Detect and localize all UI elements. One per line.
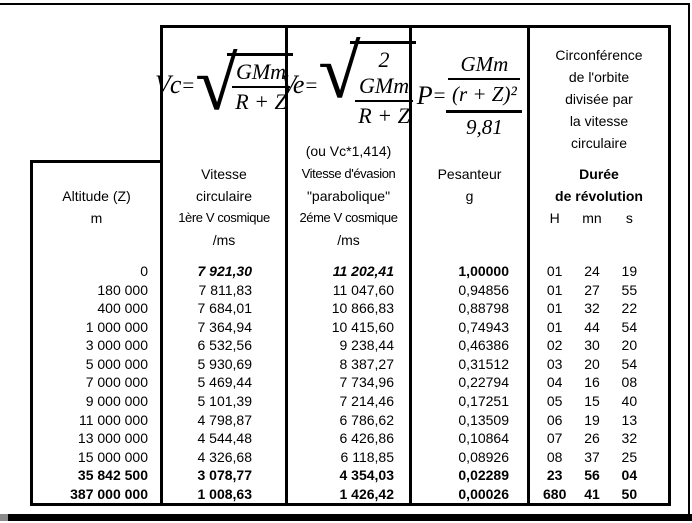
altitude-data <box>33 262 160 503</box>
time-part: 01 <box>546 281 563 298</box>
table-cell: 6 426,86 <box>339 430 394 447</box>
time-part: 26 <box>584 430 600 447</box>
table-cell: 13 000 000 <box>77 430 148 447</box>
time-part: 19 <box>584 411 600 428</box>
duree-title-line: de révolution <box>555 188 643 204</box>
p-header-line: Pesanteur <box>437 166 502 182</box>
circ-line: circulaire <box>570 135 627 151</box>
table-cell: 10 866,83 <box>331 300 394 317</box>
vc-header-line: circulaire <box>195 188 252 204</box>
time-part: 32 <box>584 300 600 317</box>
table-cell: 11 047,60 <box>332 281 394 298</box>
time-part: 08 <box>621 374 638 391</box>
time-part: 20 <box>584 355 600 372</box>
p-inner-numerator: GMm <box>448 52 520 80</box>
table-cell: 6 786,62 <box>339 411 394 428</box>
time-part: 55 <box>621 281 638 298</box>
vc-formula <box>154 28 287 163</box>
table-cell: 1 426,42 <box>339 485 394 502</box>
table-cell: 0 <box>140 263 148 280</box>
ve-formula-body <box>280 28 410 142</box>
table-cell-time <box>530 299 668 318</box>
table-cell: 8 387,27 <box>339 355 394 372</box>
circumference-note <box>530 28 668 163</box>
table-cell: 0,00026 <box>458 485 509 502</box>
vc-header <box>163 163 285 262</box>
table-cell: 7 811,83 <box>198 281 252 298</box>
p-fraction <box>446 52 522 140</box>
col-vitesse-circulaire <box>154 28 288 503</box>
table-cell-time <box>530 484 668 503</box>
table-cell: 3 078,77 <box>197 467 252 484</box>
time-part: 27 <box>584 281 600 298</box>
table-cell: 0,74943 <box>458 318 509 335</box>
time-part: 50 <box>621 485 638 502</box>
ve-sqrt <box>318 30 416 129</box>
time-part: 05 <box>546 392 563 409</box>
vc-data <box>163 262 285 503</box>
col-vitesse-evasion <box>280 28 412 503</box>
circ-line: divisée par <box>565 91 633 107</box>
time-part: 24 <box>584 263 600 280</box>
table-cell: 7 214,46 <box>339 392 394 409</box>
time-part: 01 <box>546 318 563 335</box>
table-cell: 4 326,68 <box>197 448 252 465</box>
altitude-title: Altitude (Z) <box>62 188 131 204</box>
table-cell: 4 354,03 <box>339 467 394 484</box>
bottom-bar-notch <box>0 514 8 521</box>
time-part: 23 <box>546 467 563 484</box>
vc-sqrt <box>195 42 293 127</box>
time-part: 37 <box>584 448 600 465</box>
table-cell: 10 415,60 <box>331 318 394 335</box>
table-cell: 0,17251 <box>458 392 509 409</box>
p-inner-denominator: (r + Z)² <box>451 81 517 106</box>
table-cell: 4 544,48 <box>197 430 252 447</box>
time-part: 04 <box>546 374 563 391</box>
time-part: 07 <box>546 430 563 447</box>
ve-header-line: "parabolique" <box>306 188 391 204</box>
ve-header-line: /ms <box>337 232 360 248</box>
table-cell: 3 000 000 <box>85 337 148 354</box>
table-cell-time <box>530 318 668 337</box>
circ-line: de l'orbite <box>568 69 630 85</box>
time-part: 04 <box>621 467 638 484</box>
time-part: 16 <box>584 374 600 391</box>
ve-numerator: 2 GMm <box>355 47 413 102</box>
table-cell: 0,02289 <box>458 467 509 484</box>
table-cell: 0,88798 <box>458 300 509 317</box>
table-cell: 6 532,56 <box>197 337 252 354</box>
time-part: 54 <box>621 355 638 372</box>
table-cell: 5 000 000 <box>85 355 148 372</box>
table-cell: 0,94856 <box>458 281 509 298</box>
time-part: 22 <box>621 300 638 317</box>
ve-sqrt-content <box>350 41 416 129</box>
vc-header-line: Vitesse <box>201 166 247 182</box>
p-formula-body <box>412 28 527 163</box>
p-header <box>412 163 527 262</box>
ve-symbol: Ve <box>280 70 304 99</box>
altitude-column <box>30 160 160 506</box>
ve-fraction <box>355 47 413 129</box>
vc-numerator: GMm <box>232 59 290 88</box>
equals-sign: = <box>305 72 318 97</box>
time-part: 40 <box>621 392 638 409</box>
table-cell-time <box>530 262 668 281</box>
time-part: 30 <box>584 337 600 354</box>
radical-sign: √ <box>318 30 357 114</box>
table-cell: 180 000 <box>97 281 148 298</box>
table-cell-time <box>530 410 668 429</box>
ve-header-line: Vitesse d'évasion <box>301 166 396 181</box>
altitude-header <box>33 163 160 229</box>
time-part: 08 <box>546 448 563 465</box>
p-header-line: g <box>465 188 474 204</box>
table-cell: 11 000 000 <box>78 411 148 428</box>
main-table <box>154 25 671 506</box>
table-cell: 4 798,87 <box>197 411 252 428</box>
time-part: 03 <box>546 355 563 372</box>
table-cell: 11 202,41 <box>332 263 394 280</box>
p-data <box>412 262 527 503</box>
table-cell: 5 469,44 <box>197 374 252 391</box>
col-pesanteur <box>412 28 530 503</box>
table-cell: 9 000 000 <box>85 392 148 409</box>
vc-formula-body <box>154 28 287 142</box>
vc-symbol: Vc <box>154 70 181 99</box>
table-cell: 1 008,63 <box>197 485 252 502</box>
circ-line: Circonférence <box>555 47 643 63</box>
time-part: 02 <box>546 337 563 354</box>
table-cell: 5 930,69 <box>197 355 252 372</box>
vc-header-line: 1ère V cosmique <box>178 210 270 225</box>
table-cell: 387 000 000 <box>70 485 148 502</box>
table-cell: 0,13509 <box>458 411 509 428</box>
table-cell-time <box>530 447 668 466</box>
time-part: 01 <box>546 263 563 280</box>
table-cell: 9 238,44 <box>339 337 394 354</box>
table-cell: 1,00000 <box>458 263 509 280</box>
ve-header <box>288 163 409 262</box>
table-cell: 6 118,85 <box>340 448 394 465</box>
ve-denominator: R + Z <box>358 103 410 128</box>
circ-line: la vitesse <box>569 113 629 129</box>
vc-denominator: R + Z <box>235 89 287 115</box>
table-cell: 0,22794 <box>458 374 509 391</box>
duree-data <box>530 262 668 503</box>
p-formula <box>412 28 527 163</box>
table-cell: 7 734,96 <box>339 374 394 391</box>
time-part: 32 <box>621 430 638 447</box>
table-cell-time <box>530 466 668 485</box>
table-cell: 0,46386 <box>458 337 509 354</box>
radical-sign: √ <box>195 42 234 127</box>
time-part: 25 <box>621 448 638 465</box>
altitude-unit: m <box>90 210 103 226</box>
table-cell-time <box>530 429 668 448</box>
ve-formula <box>280 28 410 163</box>
time-part: 54 <box>621 318 638 335</box>
time-part: 06 <box>546 411 563 428</box>
time-part: 44 <box>584 318 600 335</box>
duree-units <box>530 207 668 229</box>
col-duree-revolution <box>530 28 668 503</box>
equals-sign: = <box>433 83 446 107</box>
time-part: 01 <box>546 300 563 317</box>
table-cell-time <box>530 392 668 411</box>
p-symbol: P <box>416 80 432 110</box>
table-cell: 35 842 500 <box>77 467 148 484</box>
time-part: 680 <box>543 485 567 502</box>
table-cell: 0,08926 <box>458 448 509 465</box>
table-cell: 7 684,01 <box>197 300 252 317</box>
table-cell: 0,10864 <box>458 430 509 447</box>
table-cell: 7 364,94 <box>197 318 252 335</box>
table-cell: 5 101,39 <box>197 392 252 409</box>
time-part: 20 <box>621 337 638 354</box>
time-part: 13 <box>621 411 638 428</box>
ve-note: (ou Vc*1,414) <box>305 143 392 159</box>
vc-header-line: /ms <box>212 232 236 248</box>
table-cell: 7 000 000 <box>85 374 148 391</box>
equals-sign: = <box>182 72 195 97</box>
ve-data <box>288 262 409 503</box>
duree-header <box>530 163 668 262</box>
duree-title-line: Durée <box>579 166 619 182</box>
table-cell: 0,31512 <box>458 355 509 372</box>
time-part: 56 <box>584 467 600 484</box>
table-cell: 400 000 <box>97 300 148 317</box>
table-cell-time <box>530 336 668 355</box>
p-numerator-block <box>446 52 522 113</box>
circumference-text <box>530 28 668 154</box>
p-outer-denominator: 9,81 <box>465 114 503 139</box>
time-part: 15 <box>584 392 600 409</box>
time-part: 19 <box>621 263 638 280</box>
table-cell: 7 921,30 <box>197 263 252 280</box>
table-cell: 15 000 000 <box>77 448 148 465</box>
ve-header-line: 2éme V cosmique <box>299 210 398 225</box>
bottom-bar <box>8 514 692 521</box>
vc-note <box>163 142 285 163</box>
time-part: 41 <box>584 485 600 502</box>
table-cell-time <box>530 281 668 300</box>
table-cell: 1 000 000 <box>85 318 148 335</box>
unit-mn: mn <box>582 210 602 226</box>
table-cell-time <box>530 355 668 374</box>
unit-h: H <box>549 210 560 226</box>
unit-s: s <box>625 210 633 226</box>
table-cell-time <box>530 373 668 392</box>
